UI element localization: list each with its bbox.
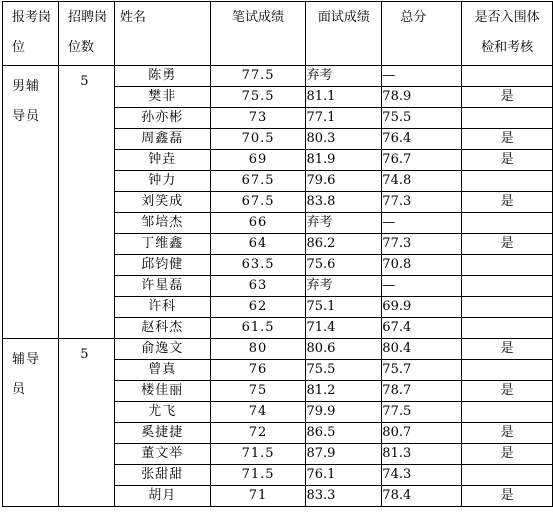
group-position-cell [3,66,59,339]
cell-interview: 75.5 [306,360,382,381]
cell-total: 70.8 [382,255,462,276]
cell-written: 63 [210,276,306,297]
cell-written: 77.5 [210,66,306,87]
cell-total: 67.4 [382,318,462,339]
cell-total: — [382,276,462,297]
cell-name: 许星磊 [114,276,210,297]
cell-physical: 是 [462,381,553,402]
cell-interview: 80.3 [306,129,382,150]
cell-interview: 76.1 [306,465,382,486]
cell-total: 76.7 [382,150,462,171]
cell-interview: 79.9 [306,402,382,423]
group-quota: 5 [80,74,89,89]
cell-physical [462,276,553,297]
cell-physical: 是 [462,486,553,507]
cell-name: 曾真 [114,360,210,381]
cell-name: 胡月 [114,486,210,507]
cell-written: 66 [210,213,306,234]
cell-total: 69.9 [382,297,462,318]
cell-interview: 弃考 [306,276,382,297]
cell-interview: 77.1 [306,108,382,129]
cell-written: 63.5 [210,255,306,276]
cell-written: 72 [210,423,306,444]
cell-written: 80 [210,339,306,360]
cell-name: 俞逸文 [114,339,210,360]
cell-physical [462,360,553,381]
cell-physical: 是 [462,423,553,444]
cell-written: 70.5 [210,129,306,150]
header-total [382,2,462,66]
group-position-cell [3,339,59,507]
header-name-label: 姓名 [119,10,146,25]
cell-name: 钟力 [114,171,210,192]
table-row [3,66,553,87]
cell-interview: 87.9 [306,444,382,465]
cell-interview: 83.8 [306,192,382,213]
header-position [3,2,59,66]
cell-written: 75.5 [210,87,306,108]
header-row [3,2,553,66]
cell-total: 74.8 [382,171,462,192]
header-physical-label: 是否入围体检和考核 [474,10,540,55]
cell-interview: 75.1 [306,297,382,318]
cell-name: 孙亦彬 [114,108,210,129]
cell-written: 71 [210,486,306,507]
cell-physical [462,255,553,276]
cell-written: 71.5 [210,465,306,486]
cell-written: 73 [210,108,306,129]
cell-name: 周鑫磊 [114,129,210,150]
cell-total: — [382,66,462,87]
cell-written: 67.5 [210,171,306,192]
header-position-label: 报考岗位 [12,10,52,55]
cell-written: 75 [210,381,306,402]
cell-name: 邹培杰 [114,213,210,234]
cell-interview: 81.9 [306,150,382,171]
table-row [3,339,553,360]
cell-total: 75.7 [382,360,462,381]
cell-written: 69 [210,150,306,171]
cell-name: 楼佳丽 [114,381,210,402]
cell-physical [462,318,553,339]
cell-interview: 83.3 [306,486,382,507]
cell-written: 67.5 [210,192,306,213]
cell-name: 邱钧健 [114,255,210,276]
header-quota-label: 招聘岗位数 [67,10,107,55]
cell-name: 丁维鑫 [114,234,210,255]
cell-physical [462,465,553,486]
cell-interview: 86.5 [306,423,382,444]
cell-total: 77.3 [382,234,462,255]
cell-name: 赵科杰 [114,318,210,339]
cell-interview: 弃考 [306,213,382,234]
cell-interview: 71.4 [306,318,382,339]
header-interview [306,2,382,66]
results-table [2,1,553,507]
group-quota-cell [58,339,114,507]
group-quota: 5 [80,347,89,362]
cell-physical: 是 [462,234,553,255]
cell-physical [462,297,553,318]
group-quota-cell [58,66,114,339]
cell-physical: 是 [462,129,553,150]
cell-physical [462,171,553,192]
cell-total: 74.3 [382,465,462,486]
cell-physical [462,66,553,87]
cell-physical: 是 [462,339,553,360]
cell-written: 61.5 [210,318,306,339]
cell-interview: 81.1 [306,87,382,108]
cell-total: 80.4 [382,339,462,360]
cell-total: 81.3 [382,444,462,465]
cell-total: 78.4 [382,486,462,507]
cell-name: 尤飞 [114,402,210,423]
cell-name: 樊非 [114,87,210,108]
header-physical [462,2,553,66]
cell-interview: 79.6 [306,171,382,192]
cell-written: 76 [210,360,306,381]
cell-written: 64 [210,234,306,255]
cell-interview: 弃考 [306,66,382,87]
cell-total: 77.3 [382,192,462,213]
cell-physical: 是 [462,87,553,108]
cell-total: — [382,213,462,234]
cell-total: 78.9 [382,87,462,108]
group-position: 男辅导员 [12,79,41,124]
cell-total: 80.7 [382,423,462,444]
header-total-label: 总分 [400,10,427,25]
header-written-label: 笔试成绩 [232,10,285,25]
cell-name: 钟垚 [114,150,210,171]
header-quota [58,2,114,66]
cell-physical: 是 [462,150,553,171]
cell-name: 陈勇 [114,66,210,87]
cell-name: 张甜甜 [114,465,210,486]
cell-total: 77.5 [382,402,462,423]
cell-interview: 81.2 [306,381,382,402]
cell-name: 奚捷捷 [114,423,210,444]
cell-written: 71.5 [210,444,306,465]
cell-physical: 是 [462,192,553,213]
cell-name: 刘笑成 [114,192,210,213]
cell-total: 76.4 [382,129,462,150]
cell-total: 75.5 [382,108,462,129]
cell-physical [462,213,553,234]
header-interview-label: 面试成绩 [317,10,370,25]
cell-interview: 80.6 [306,339,382,360]
cell-interview: 86.2 [306,234,382,255]
cell-written: 74 [210,402,306,423]
cell-physical: 是 [462,444,553,465]
header-written [210,2,306,66]
cell-name: 许科 [114,297,210,318]
cell-total: 78.7 [382,381,462,402]
cell-name: 董文举 [114,444,210,465]
group-position: 辅导员 [12,352,41,397]
cell-written: 62 [210,297,306,318]
cell-interview: 75.6 [306,255,382,276]
cell-physical [462,402,553,423]
header-name [114,2,210,66]
cell-physical [462,108,553,129]
